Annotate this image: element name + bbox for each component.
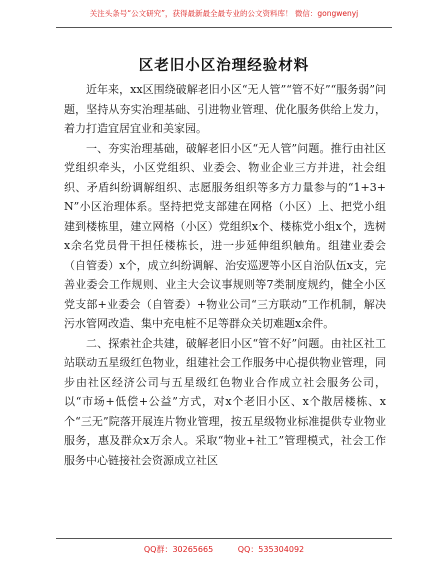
footer-contact [0, 544, 448, 555]
paragraph-intro: 近年来，xx区围绕破解老旧小区“无人管”“管不好”“服务弱”问题，坚持从夯实治理基础、引进物业管理、优化服务供给上发力，着力打造宜居宜业和美家园。 [64, 83, 386, 135]
paragraph-section-one: 一、夯实治理基础，破解老旧小区“无人管”问题。推行由社区党组织牵头，小区党组织、业委会、物业企业三方并进，社会组织、矛盾纠纷调解组织、志愿服务组织等多方力量参与的“1+3+N”小区治理体系。坚持把党支部建在网格（小区）上、把党小组建到楼栋里，建立网格（小区）党组织x个、楼栋党小组x个，选树x余名党员骨干担任楼栋长，进一步延伸组织触角。组建业委会（自管委）x个，成立纠纷调解、治安巡逻等小区自治队伍x支，完善业委会工作规则、业主大会议事规则等7类制度规约，健全小区党支部+业委会（自管委）+物业公司“三方联动”工作机制，解决污水管网改造、集中充电桩不足等群众关切难题x余件。 [64, 141, 386, 330]
header-divider [56, 27, 392, 28]
document-body [64, 80, 386, 470]
header-promo-note: 关注头条号“公文研究”，获得最新最全最专业的公文资料库！ 微信：gongwenyj [89, 9, 359, 18]
footer-divider [56, 538, 392, 539]
footer-qq-group: QQ群：30265665 [143, 545, 214, 554]
footer-qq: QQ：535304092 [237, 545, 305, 554]
document-title: 区老旧小区治理经验材料 [138, 57, 310, 74]
paragraph-section-two: 二、探索社企共建，破解老旧小区“管不好”问题。由社区社工站联动五星级红色物业，组建社会工作服务中心提供物业管理，同步由社区经济公司与五星级红色物业合作成立社会服务公司，以“市场+低偿+公益”方式，对x个老旧小区、x个散居楼栋、x个“三无”院落开展连片物业管理，按五星级物业标准提供专业物业服务，惠及群众x万余人。采取“物业+社工”管理模式，社会工作服务中心链接社会资源成立社区 [64, 336, 386, 467]
